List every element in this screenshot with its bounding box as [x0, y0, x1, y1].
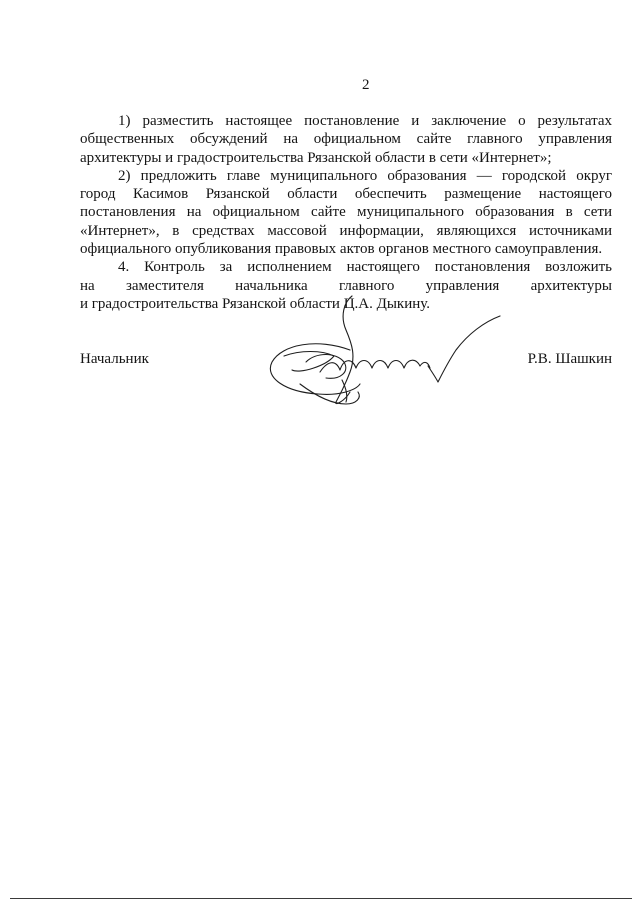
text-line: 1) разместить настоящее постановление и заключение о результатах — [118, 113, 612, 129]
text-line: на заместителя начальника главного управления архитектуры — [80, 277, 612, 294]
signatory-name: Р.В. Шашкин — [527, 351, 612, 367]
document-body — [80, 112, 612, 313]
text-line: «Интернет», в средствах массовой информации, являющихся источниками — [80, 222, 612, 239]
text-line: официального опубликования правовых актов органов местного самоуправления. — [80, 241, 603, 258]
text-line: 4. Контроль за исполнением настоящего постановления возложить — [118, 259, 612, 276]
text-line: город Касимов Рязанской области обеспечить размещение настоящего — [80, 186, 612, 203]
page-bottom-rule — [10, 898, 632, 899]
text-line: архитектуры и градостроительства Рязанской области в сети «Интернет»; — [80, 149, 552, 166]
text-line: постановления на официальном сайте муниципального образования в сети — [80, 204, 612, 221]
text-line: 2) предложить главе муниципального образования — городской округ — [118, 167, 612, 184]
signatory-position: Начальник — [80, 351, 149, 367]
signature-block — [80, 350, 612, 368]
text-line: общественных обсуждений на официальном сайте главного управления — [80, 131, 612, 148]
page-number: 2 — [362, 77, 370, 93]
text-line: и градостроительства Рязанской области Ц.А. Дыкину. — [80, 295, 431, 312]
